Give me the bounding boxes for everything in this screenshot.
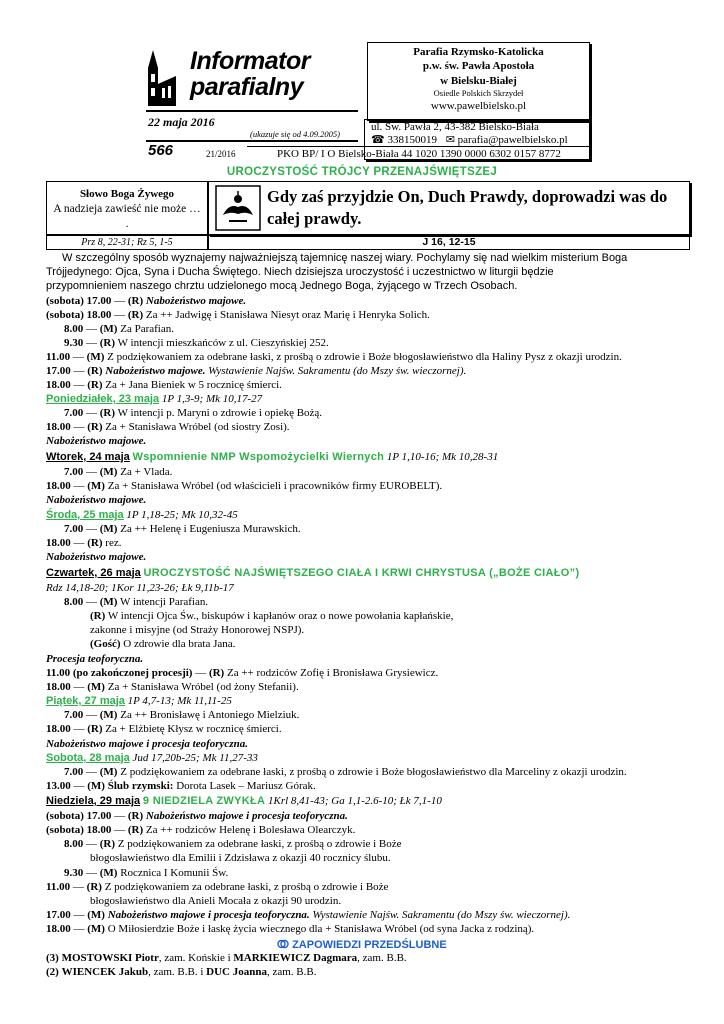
- mass-entry: (Gość) O zdrowie dla brata Jana.: [90, 638, 236, 650]
- mass-entry: 7.00 — (M) Z podziękowaniem za odebrane łaski, z prośbą o zdrowie i Boże błogosławieństwo dla Marceliny z okazji urodzin.: [64, 766, 627, 778]
- service-note: Nabożeństwo majowe.: [46, 551, 147, 563]
- day-heading-wednesday: Środa, 25 maja 1P 1,18-25; Mk 10,32-45: [46, 509, 238, 521]
- website-link[interactable]: www.pawelbielsko.pl: [430, 100, 527, 113]
- phone-icon: ☎: [371, 134, 385, 146]
- mass-entry: 11.00 (po zakończonej procesji) — (R) Za ++ rodziców Zofię i Bronisława Grysiewicz.: [46, 667, 439, 679]
- mass-entry: 7.00 — (M) Za + Vlada.: [64, 466, 173, 478]
- mass-entry: 18.00 — (R) Za + Jana Bieniek w 5 rocznicę śmierci.: [46, 379, 282, 391]
- banns-entry: (2) WIENCEK Jakub, zam. B.B. i DUC Joanna, zam. B.B.: [46, 966, 317, 978]
- word-subtitle: A nadzieja zawieść nie może … .: [53, 203, 201, 230]
- mass-entry: (sobota) 18.00 — (R) Za ++ rodziców Helenę i Bolesława Olearczyk.: [46, 824, 356, 836]
- since-note: (ukazuje się od 4.09.2005): [250, 129, 340, 139]
- mass-entry: 18.00 — (M) Za + Stanisława Wróbel (od właścicieli i pracowników firmy EUROBELT).: [46, 480, 443, 492]
- day-heading-friday: Piątek, 27 maja 1P 4,7-13; Mk 11,11-25: [46, 695, 232, 707]
- banns-title: ZAPOWIEDZI PRZEDŚLUBNE: [292, 939, 447, 951]
- mass-entry-cont: błogosławieństwo dla Emilii i Zdzisława z okazji 40 rocznicy ślubu.: [90, 852, 391, 864]
- mass-entry: 7.00 — (M) Za ++ Helenę i Eugeniusza Murawskich.: [64, 523, 301, 535]
- email[interactable]: parafia@pawelbielsko.pl: [457, 134, 568, 146]
- mass-entry: 13.00 — (M) Ślub rzymski: Dorota Lasek – Mariusz Górak.: [46, 780, 316, 792]
- mass-entry: (sobota) 17.00 — (R) Nabożeństwo majowe i procesja teoforyczna.: [46, 810, 348, 822]
- mass-entry: 18.00 — (M) Za + Stanisława Wróbel (od żony Stefanii).: [46, 681, 299, 693]
- parish-line4: Osiedle Polskich Skrzydeł: [433, 88, 524, 99]
- intro-line: przypomnieniem naszego chrztu udzielonego mocą Jednego Boga, żyjącego w Trzech Osobach.: [46, 280, 518, 292]
- service-note: Nabożeństwo majowe.: [46, 435, 147, 447]
- intro-line: Trójjedynego: Ojca, Syna i Ducha Świętego. Niech dzisiejsza uroczystość i uczestnictwo w liturgii będzie: [46, 266, 554, 278]
- issue-sub: 21/2016: [206, 149, 236, 159]
- mass-entry: (sobota) 17.00 — (R) Nabożeństwo majowe.: [46, 295, 247, 307]
- address: ul. Św. Pawła 2, 43-382 Bielsko-Biała: [371, 121, 539, 133]
- masthead-logo: [146, 48, 358, 100]
- feast-title: UROCZYSTOŚĆ TRÓJCY PRZENAJŚWIĘTSZEJ: [226, 166, 498, 178]
- mass-entry: 18.00 — (R) Za + Elżbietę Kłysz w rocznicę śmierci.: [46, 723, 282, 735]
- mass-entry: (R) W intencji Ojca Św., biskupów i kapłanów oraz o nowe powołania kapłańskie,: [90, 610, 454, 622]
- mass-entry: 8.00 — (M) W intencji Parafian.: [64, 596, 209, 608]
- rings-icon: [277, 937, 289, 949]
- mass-entry: 8.00 — (M) Za Parafian.: [64, 323, 174, 335]
- dove-icon: [215, 185, 261, 231]
- parish-line2: p.w. św. Pawła Apostoła: [422, 60, 535, 73]
- intro-line: W szczególny sposób wyznajemy najważniejszą tajemnicę naszej wiary. Pochylamy się nad wielkim misterium Boga: [62, 252, 628, 264]
- day-heading-tuesday: Wtorek, 24 maja Wspomnienie NMP Wspomożycielki Wiernych 1P 1,10-16; Mk 10,28-31: [46, 451, 499, 463]
- phone[interactable]: 338150019: [387, 134, 437, 146]
- logo-title-line1: Informator: [190, 47, 310, 75]
- mail-icon: ✉: [445, 134, 455, 146]
- mass-entry: 7.00 — (R) W intencji p. Maryni o zdrowie i opiekę Bożą.: [64, 407, 323, 419]
- quote-box: [208, 181, 690, 235]
- parish-info-box: [367, 42, 590, 121]
- day-heading-thursday: Czwartek, 26 maja UROCZYSTOŚĆ NAJŚWIĘTSZEGO CIAŁA I KRWI CHRYSTUSA („BOŻE CIAŁO”): [46, 567, 580, 579]
- day-heading-sunday: Niedziela, 29 maja 9 NIEDZIELA ZWYKŁA 1Krl 8,41-43; Ga 1,1-2.6-10; Łk 7,1-10: [46, 795, 442, 807]
- mass-entry: 7.00 — (M) Za ++ Bronisławę i Antoniego Mielziuk.: [64, 709, 300, 721]
- parish-line3: w Bielsku-Białej: [440, 74, 517, 87]
- mass-entry: 17.00 — (R) Nabożeństwo majowe. Wystawienie Najśw. Sakramentu (do Mszy św. wieczornej).: [46, 365, 467, 377]
- mass-entry: 9.30 — (M) Rocznica I Komunii Św.: [64, 867, 229, 879]
- word-box: [46, 181, 208, 235]
- issue-date: 22 maja 2016: [148, 115, 215, 129]
- day-heading-monday: Poniedziałek, 23 maja 1P 1,3-9; Mk 10,17-27: [46, 393, 263, 405]
- mass-entry: 18.00 — (M) O Miłosierdzie Boże i łaskę życia wiecznego dla + Stanisława Wróbel (od syna Jacka z rodziną).: [46, 923, 535, 935]
- mass-entry-cont: błogosławieństwo dla Anieli Mocała z okazji 90 urodzin.: [90, 895, 342, 907]
- logo-title-line2: parafialny: [190, 73, 304, 101]
- gospel-ref: J 16, 12-15: [208, 235, 690, 250]
- day-heading-saturday: Sobota, 28 maja Jud 17,20b-25; Mk 11,27-33: [46, 752, 258, 764]
- mass-entry: 18.00 — (R) rez.: [46, 537, 122, 549]
- mass-entry: 9.30 — (R) W intencji mieszkańców z ul. Cieszyńskiej 252.: [64, 337, 329, 349]
- bank-account: PKO BP/ I O Bielsko-Biała 44 1020 1390 0000 6302 0157 8772: [277, 148, 561, 160]
- mass-entry: 11.00 — (R) Z podziękowaniem za odebrane łaski, z prośbą o zdrowie i Boże: [46, 881, 389, 893]
- mass-entry: 11.00 — (M) Z podziękowaniem za odebrane łaski, z prośbą o zdrowie i Boże błogosławieństwo dla Haliny Pysz z okazji urodzin.: [46, 351, 622, 363]
- divider: [146, 110, 358, 112]
- service-note: Nabożeństwo majowe i procesja teoforyczna.: [46, 738, 248, 750]
- mass-entry: (sobota) 18.00 — (R) Za ++ Jadwigę i Stanisława Niesyt oraz Marię i Henryka Solich.: [46, 309, 430, 321]
- parish-line1: Parafia Rzymsko-Katolicka: [413, 46, 544, 58]
- mass-entry: 17.00 — (M) Nabożeństwo majowe i procesja teoforyczna. Wystawienie Najśw. Sakramentu (do Mszy św. wieczornej).: [46, 909, 571, 921]
- readings: Rdz 14,18-20; 1Kor 11,23-26; Łk 9,11b-17: [46, 582, 234, 594]
- readings-ref: Prz 8, 22-31; Rz 5, 1-5: [46, 235, 208, 250]
- church-icon: [146, 48, 190, 108]
- banns-entry: (3) MOSTOWSKI Piotr, zam. Końskie i MARKIEWICZ Dagmara, zam. B.B.: [46, 952, 407, 964]
- gospel-quote: Gdy zaś przyjdzie On, Duch Prawdy, doprowadzi was do całej prawdy.: [267, 187, 668, 228]
- word-title: Słowo Boga Żywego: [79, 188, 175, 200]
- mass-entry: 18.00 — (R) Za + Stanisława Wróbel (od siostry Zosi).: [46, 421, 290, 433]
- issue-number: 566: [148, 142, 174, 159]
- service-note: Procesja teoforyczna.: [46, 653, 144, 665]
- service-note: Nabożeństwo majowe.: [46, 494, 147, 506]
- divider: [146, 140, 358, 142]
- mass-entry-cont: zakonne i misyjne (od Straży Honorowej NSPJ).: [90, 624, 305, 636]
- mass-entry: 8.00 — (R) Z podziękowaniem za odebrane łaski, z prośbą o zdrowie i Boże: [64, 838, 402, 850]
